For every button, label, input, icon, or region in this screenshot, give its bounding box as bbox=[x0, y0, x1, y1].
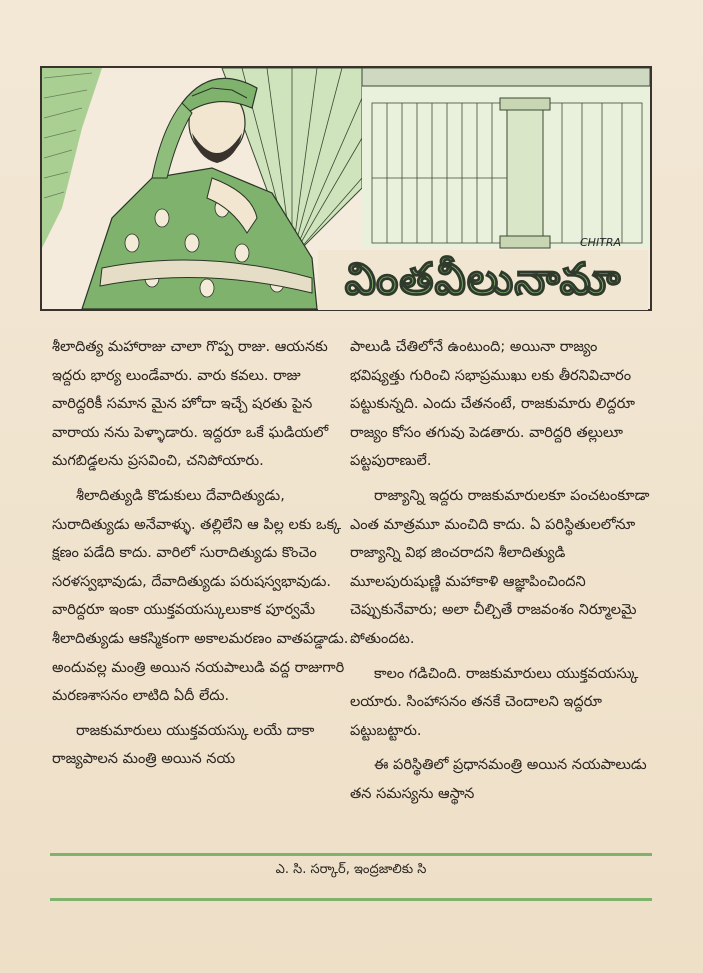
paragraph: కాలం గడిచింది. రాజకుమారులు యుక్తవయస్కు లయారు. సింహాసనం తనకే చెందాలని ఇద్దరూ పట్టుబట్టారు. bbox=[350, 665, 639, 739]
paragraph: ఈ పరిస్థితిలో ప్రధానమంత్రి అయిన నయపాలుడు తన సమస్యను ఆస్థాన bbox=[350, 757, 647, 802]
text-column-right bbox=[350, 333, 650, 809]
paragraph: పాలుడి చేతిలోనే ఉంటుంది; అయినా రాజ్యం భవిష్యత్తు గురించి సభాప్రముఖు లకు తీరనివిచారం పట్టుకున్నది. ఎందు చేతనంటే, రాజకుమారు లిద్దరూ రాజ్యం కోసం తగువు పెడతారు. వారిద్దరి తల్లులూ పట్టపురాణులే. bbox=[350, 339, 635, 470]
footer-rule-bottom bbox=[50, 898, 652, 901]
paragraph: రాజ్యాన్ని ఇద్దరు రాజకుమారులకూ పంచటంకూడా ఎంత మాత్రమూ మంచిది కాదు. ఏ పరిస్థితులలోనూ రాజ్యాన్ని విభ జించరాదని శీలాదిత్యుడి మూలపురుషుణ్ణి మహాకాళి ఆజ్ఞాపించిందని చెప్పుకునేవారు; అలా చీల్చితే రాజవంశం నిర్మూలమై పోతుందట. bbox=[350, 487, 650, 647]
paragraph: రాజకుమారులు యుక్తవయస్కు లయే దాకా రాజ్యపాలన మంత్రి అయిన నయ bbox=[52, 722, 315, 768]
paragraph: శీలాదిత్య మహారాజు చాలా గొప్ప రాజు. ఆయనకు ఇద్దరు భార్య లుండేవారు. వారు కవలు. రాజు వారిద్దరికీ సమాన మైన హోదా ఇచ్చే షరతు పైన వారాయ నను పెళ్ళాడారు. ఇద్దరూ ఒకే ఘడియలో మగబిడ్డలను ప్రసవించి, చనిపోయారు. bbox=[52, 339, 329, 470]
paragraph: శీలాదిత్యుడి కొడుకులు దేవాదిత్యుడు, సురాదిత్యుడు అనేవాళ్ళు. తల్లిలేని ఆ పిల్ల లకు ఒక్క క్షణం పడేది కాదు. వారిలో సురాదిత్యుడు కొంచెం సరళస్వభావుడు, దేవాదిత్యుడు పరుషస్వభావుడు. వారిద్దరూ ఇంకా యుక్తవయస్కులుకాక పూర్వమే శీలాదిత్యుడు ఆకస్మికంగా అకాలమరణం వాతపడ్డాడు. అందువల్ల మంత్రి అయిన నయపాలుడి వద్ద రాజుగారి మరణశాసనం లాటిది ఏదీ లేదు. bbox=[52, 487, 349, 705]
text-column-left bbox=[52, 333, 352, 774]
footer-credit: ఎ. సి. సర్కార్, ఇంద్రజాలికు సి bbox=[275, 862, 427, 877]
artist-signature: CHITRA bbox=[580, 236, 622, 249]
story-title: వింతవీలునామా bbox=[318, 250, 648, 310]
palace-background bbox=[362, 68, 650, 248]
footer-rule-top bbox=[50, 853, 652, 856]
